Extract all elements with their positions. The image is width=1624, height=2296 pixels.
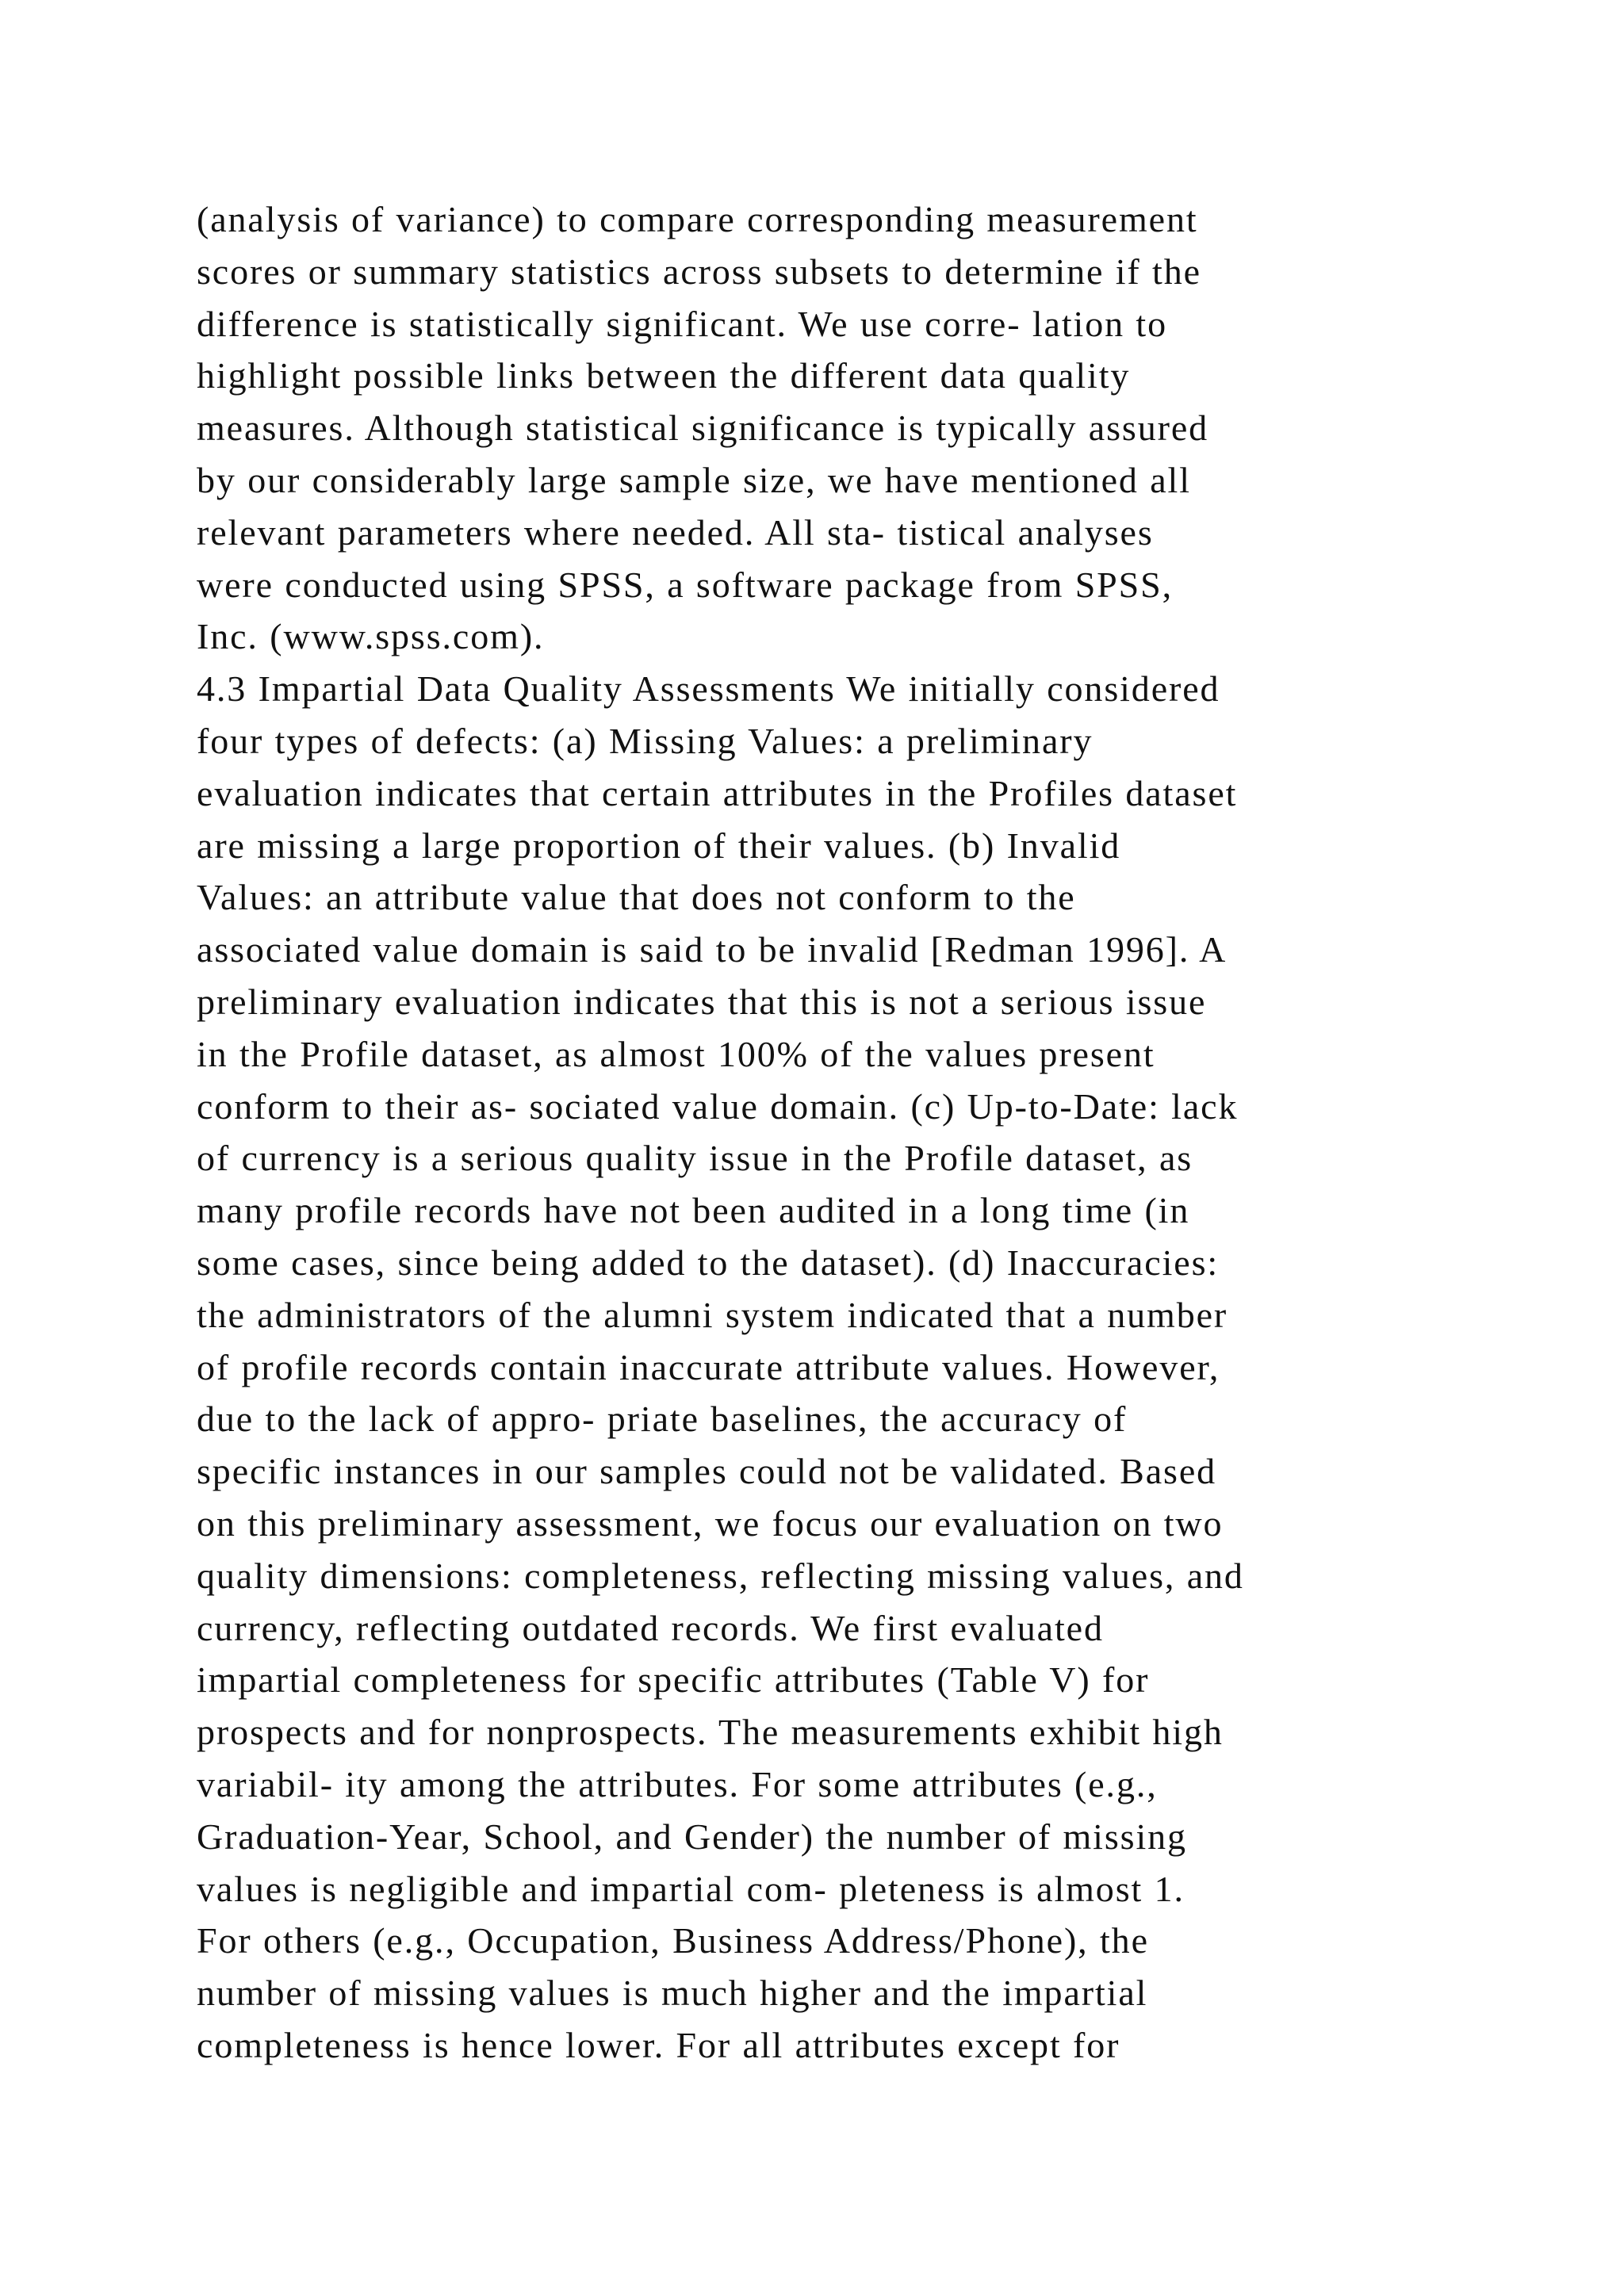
text-line: four types of defects: (a) Missing Values: a preliminary xyxy=(197,720,1094,761)
text-line: were conducted using SPSS, a software package from SPSS, xyxy=(197,564,1174,605)
text-line: Graduation-Year, School, and Gender) the number of missing xyxy=(197,1816,1187,1857)
text-line: scores or summary statistics across subsets to determine if the xyxy=(197,251,1201,292)
text-line: evaluation indicates that certain attributes in the Profiles dataset xyxy=(197,772,1238,813)
text-line: due to the lack of appro- priate baselines, the accuracy of xyxy=(197,1399,1128,1440)
text-line: measures. Although statistical significance is typically assured xyxy=(197,408,1209,449)
text-line: of profile records contain inaccurate attribute values. However, xyxy=(197,1346,1220,1387)
text-line: by our considerably large sample size, we have mentioned all xyxy=(197,459,1191,500)
text-line: in the Profile dataset, as almost 100% of the values present xyxy=(197,1033,1155,1074)
text-line: many profile records have not been audited in a long time (in xyxy=(197,1190,1190,1231)
body-text xyxy=(197,193,1481,2072)
text-line: difference is statistically significant. We use corre- lation to xyxy=(197,303,1168,344)
section-heading-line: 4.3 Impartial Data Quality Assessments We initially considered xyxy=(197,668,1220,710)
text-line: conform to their as- sociated value domain. (c) Up-to-Date: lack xyxy=(197,1085,1239,1127)
text-line: are missing a large proportion of their values. (b) Invalid xyxy=(197,825,1121,866)
text-line: For others (e.g., Occupation, Business Address/Phone), the xyxy=(197,1920,1149,1961)
text-line: of currency is a serious quality issue in the Profile dataset, as xyxy=(197,1138,1193,1179)
text-line: the administrators of the alumni system indicated that a number xyxy=(197,1294,1228,1335)
text-line: Values: an attribute value that does not conform to the xyxy=(197,877,1076,918)
text-line: quality dimensions: completeness, reflecting missing values, and xyxy=(197,1555,1244,1596)
text-line: impartial completeness for specific attributes (Table V) for xyxy=(197,1659,1150,1701)
text-line: prospects and for nonprospects. The measurements exhibit high xyxy=(197,1712,1224,1753)
text-line: Inc. (www.spss.com). xyxy=(197,616,545,657)
text-line: associated value domain is said to be invalid [Redman 1996]. A xyxy=(197,929,1228,970)
text-line: relevant parameters where needed. All sta- tistical analyses xyxy=(197,511,1154,553)
text-line: variabil- ity among the attributes. For some attributes (e.g., xyxy=(197,1763,1158,1804)
text-line: completeness is hence lower. For all attributes except for xyxy=(197,2024,1120,2065)
text-line: some cases, since being added to the dataset). (d) Inaccuracies: xyxy=(197,1242,1220,1283)
text-line: number of missing values is much higher and the impartial xyxy=(197,1973,1148,2014)
text-line: specific instances in our samples could not be validated. Based xyxy=(197,1451,1217,1492)
text-line: values is negligible and impartial com- pleteness is almost 1. xyxy=(197,1868,1185,1909)
text-line: highlight possible links between the different data quality xyxy=(197,355,1131,396)
text-line: on this preliminary assessment, we focus our evaluation on two xyxy=(197,1502,1224,1544)
text-line: currency, reflecting outdated records. We first evaluated xyxy=(197,1607,1104,1648)
text-line: preliminary evaluation indicates that this is not a serious issue xyxy=(197,981,1207,1022)
text-line: (analysis of variance) to compare corresponding measurement xyxy=(197,199,1198,239)
